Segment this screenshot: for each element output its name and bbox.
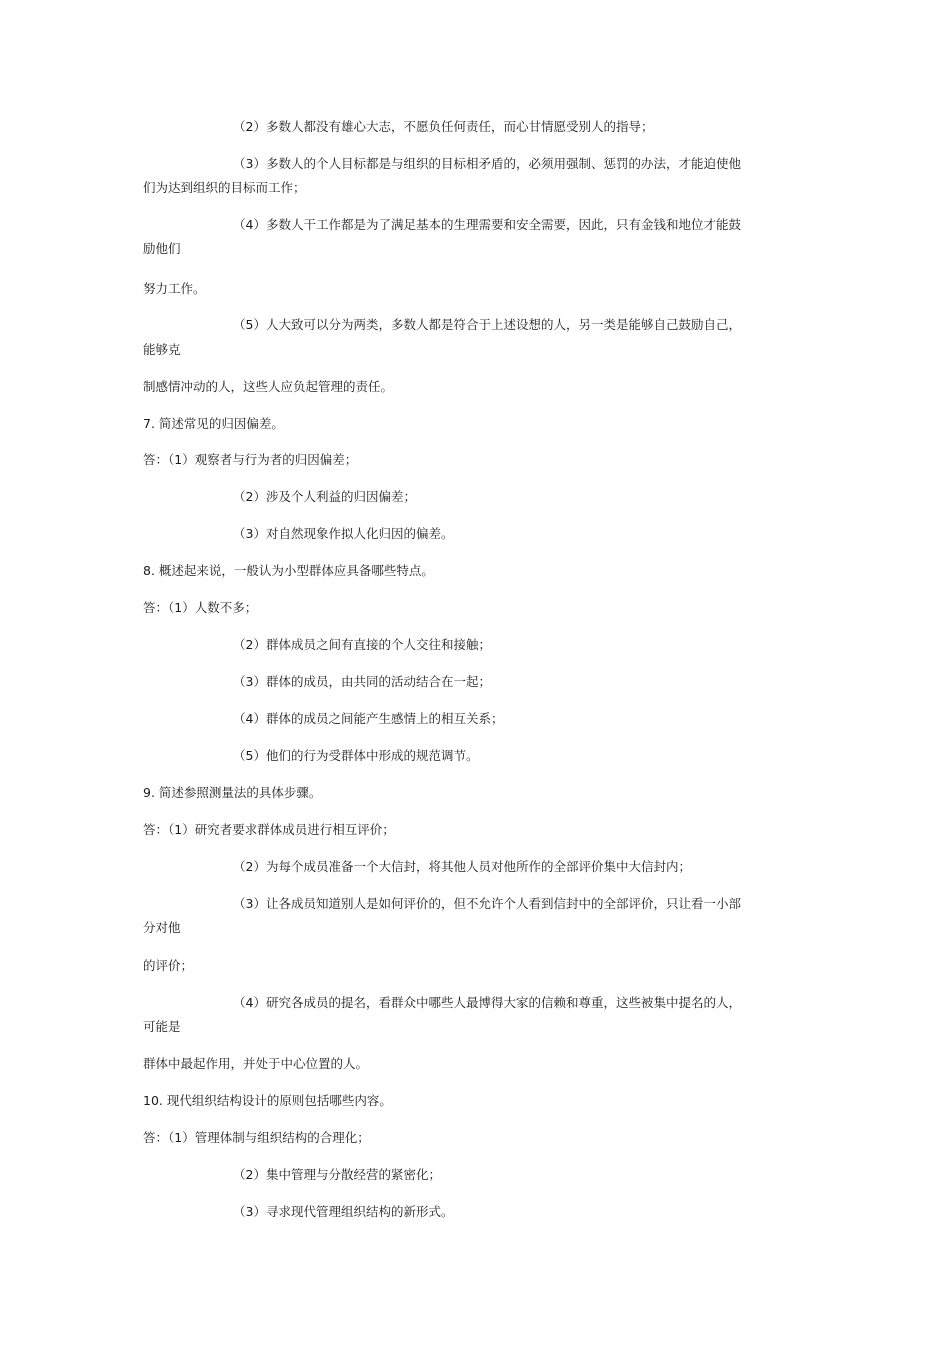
text-line: （4）群体的成员之间能产生感情上的相互关系； [233,711,504,726]
text-line: （3）寻求现代管理组织结构的新形式。 [233,1204,454,1219]
text-line: （3）群体的成员，由共同的活动结合在一起； [233,674,491,689]
text-line: （4）研究各成员的提名，看群众中哪些人最博得大家的信赖和尊重，这些被集中提名的人， [233,995,741,1010]
question-heading: 7. 简述常见的归因偏差。 [143,416,284,431]
text-line: 能够克 [143,342,181,357]
question-heading: 9. 简述参照测量法的具体步骤。 [143,785,322,800]
text-line: 可能是 [143,1019,181,1034]
question-heading: 8. 概述起来说，一般认为小型群体应具备哪些特点。 [143,563,434,578]
text-line: （5）人大致可以分为两类，多数人都是符合于上述设想的人，另一类是能够自己鼓励自己， [233,317,741,332]
answer-line: 答：（1）观察者与行为者的归因偏差； [143,452,358,467]
text-line: 努力工作。 [143,281,206,296]
text-line: （4）多数人干工作都是为了满足基本的生理需要和安全需要，因此，只有金钱和地位才能鼓 [233,217,741,232]
text-line: （3）对自然现象作拟人化归因的偏差。 [233,526,454,541]
text-line: （5）他们的行为受群体中形成的规范调节。 [233,748,479,763]
text-line: （2）集中管理与分散经营的紧密化； [233,1167,441,1182]
text-line: 的评价； [143,958,194,973]
text-line: （3）多数人的个人目标都是与组织的目标相矛盾的，必须用强制、惩罚的办法，才能迫使他 [233,156,741,171]
question-heading: 10. 现代组织结构设计的原则包括哪些内容。 [143,1093,392,1108]
text-line: 群体中最起作用，并处于中心位置的人。 [143,1056,369,1071]
text-line: （2）多数人都没有雄心大志，不愿负任何责任，而心甘情愿受别人的指导； [233,119,654,134]
text-line: 分对他 [143,920,181,935]
text-line: （2）为每个成员准备一个大信封，将其他人员对他所作的全部评价集中大信封内； [233,859,691,874]
text-line: （2）群体成员之间有直接的个人交往和接触； [233,637,491,652]
text-line: 制感情冲动的人，这些人应负起管理的责任。 [143,379,394,394]
text-line: 们为达到组织的目标而工作； [143,180,306,195]
text-line: 励他们 [143,241,181,256]
answer-line: 答：（1）管理体制与组织结构的合理化； [143,1130,370,1145]
answer-line: 答：（1）研究者要求群体成员进行相互评价； [143,822,395,837]
text-line: （3）让各成员知道别人是如何评价的，但不允许个人看到信封中的全部评价，只让看一小部 [233,896,741,911]
answer-line: 答：（1）人数不多； [143,600,258,615]
text-line: （2）涉及个人利益的归因偏差； [233,489,416,504]
